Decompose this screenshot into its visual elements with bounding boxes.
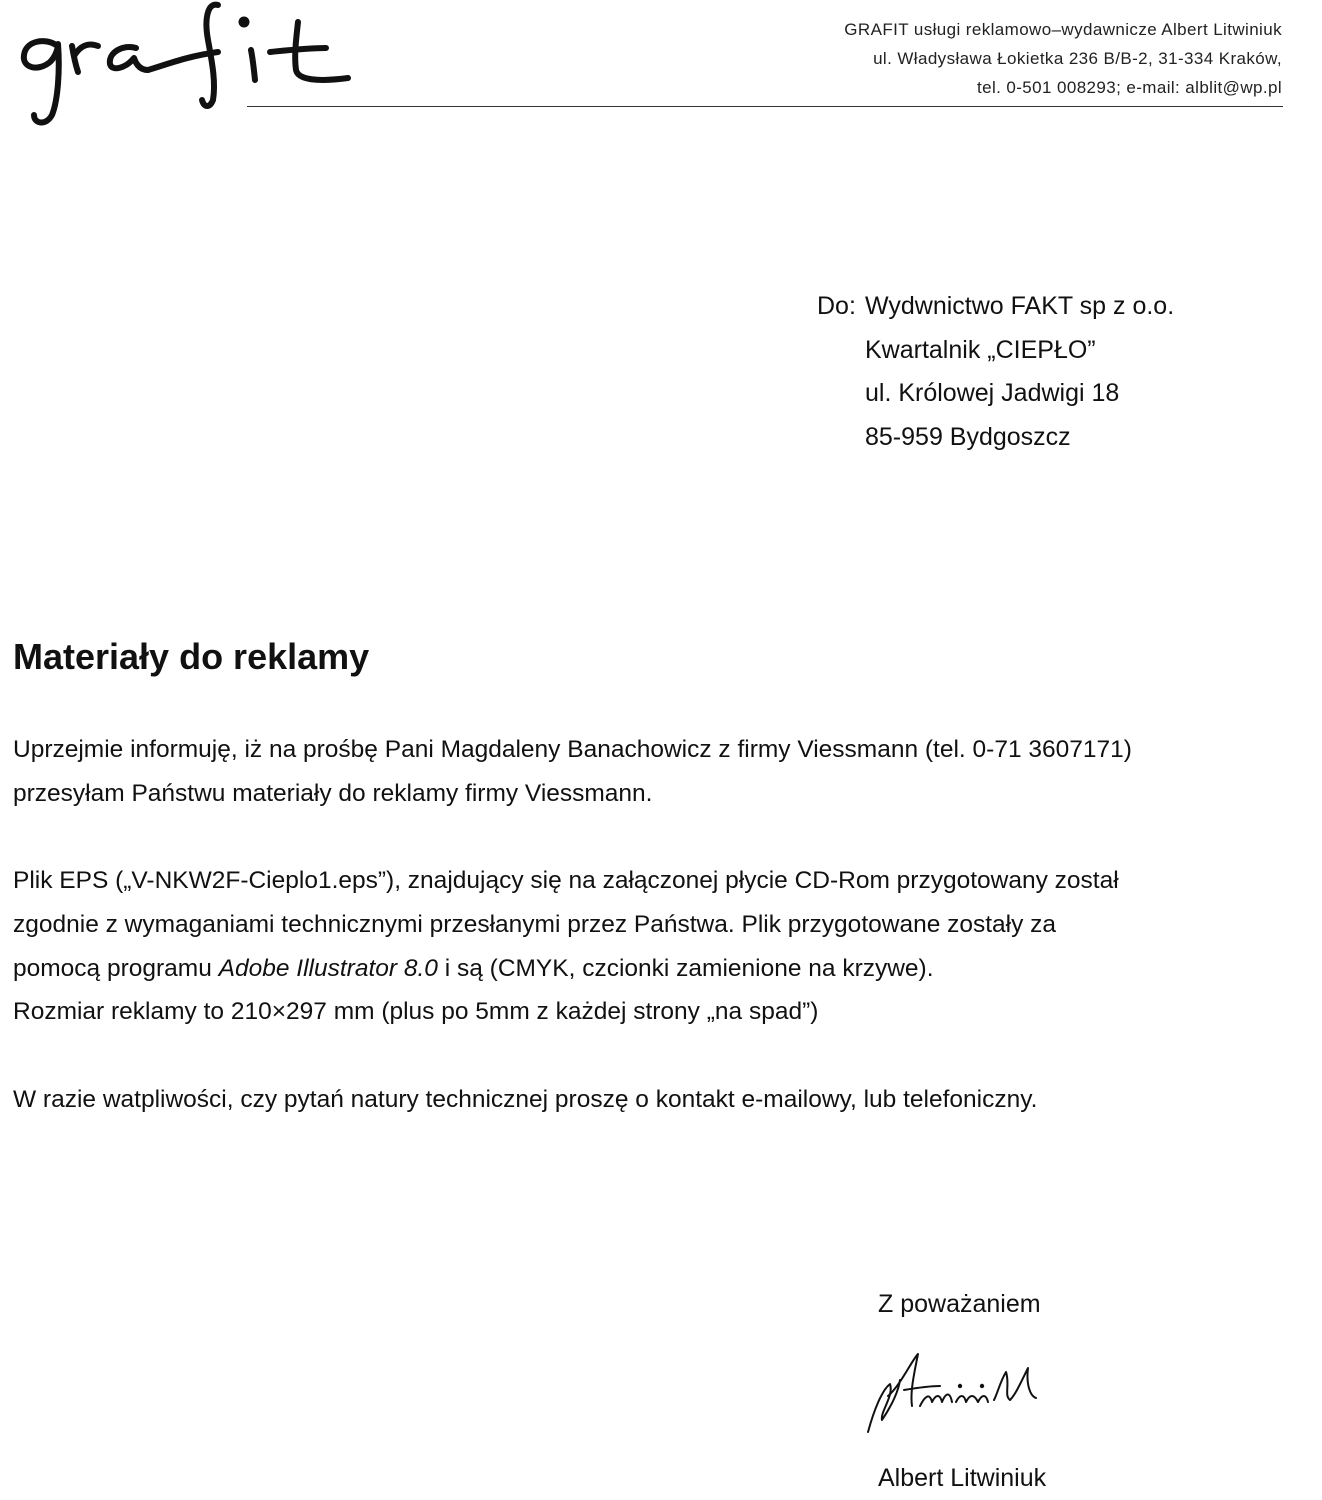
- paragraph-1-line-1: Uprzejmie informuję, iż na prośbę Pani Magdaleny Banachowicz z firmy Viessmann (tel. 0-71 3607171): [13, 736, 1132, 763]
- paragraph-1-line-2: przesyłam Państwu materiały do reklamy firmy Viessmann.: [13, 779, 653, 807]
- paragraph-3-line-1: W razie watpliwości, czy pytań natury technicznej proszę o kontakt e-mailowy, lub telefoniczny.: [13, 1085, 1038, 1113]
- program-name: Adobe Illustrator 8.0: [218, 954, 438, 982]
- company-contact-line: tel. 0-501 008293; e-mail: alblit@wp.pl: [976, 78, 1282, 97]
- recipient-company: Wydwnictwo FAKT sp z o.o.: [865, 292, 1175, 320]
- body-paragraph-3: [13, 1078, 1313, 1122]
- recipient-prefix: Do:: [817, 292, 856, 320]
- company-address-line: ul. Władysława Łokietka 236 B/B-2, 31-334 Kraków,: [873, 49, 1282, 68]
- recipient-block: [817, 285, 1174, 459]
- paragraph-2-line-3: [13, 947, 1313, 991]
- letter-subject: Materiały do reklamy: [13, 636, 370, 677]
- recipient-street: ul. Królowej Jadwigi 18: [865, 379, 1120, 407]
- body-paragraph-2: [13, 859, 1313, 1034]
- closing-salutation: Z poważaniem: [878, 1290, 1041, 1318]
- paragraph-2-line-2: zgodnie z wymaganiami technicznymi przesłanymi przez Państwa. Plik przygotowane zostały za: [13, 910, 1057, 938]
- paragraph-2-line-4: Rozmiar reklamy to 210×297 mm (plus po 5mm z każdej strony „na spad”): [13, 998, 819, 1026]
- letter-body: [13, 728, 1313, 1165]
- program-details-text: i są (CMYK, czcionki zamienione na krzywe).: [437, 954, 934, 982]
- grafit-logo: [8, 0, 353, 132]
- company-name-line: GRAFIT usługi reklamowo–wydawnicze Albert Litwiniuk: [844, 20, 1282, 39]
- header-divider: [247, 106, 1283, 107]
- letterhead-info: [844, 15, 1282, 102]
- signer-name: Albert Litwiniuk: [878, 1464, 1047, 1492]
- program-intro-text: pomocą programu: [13, 954, 219, 982]
- handwritten-signature: [860, 1350, 1050, 1440]
- recipient-publication: Kwartalnik „CIEPŁO”: [865, 335, 1096, 364]
- paragraph-2-line-1: Plik EPS („V-NKW2F-Cieplo1.eps”), znajdujący się na załączonej płycie CD-Rom przygotowany został: [13, 867, 1119, 895]
- body-paragraph-1: [13, 728, 1313, 815]
- recipient-city: 85-959 Bydgoszcz: [865, 422, 1071, 451]
